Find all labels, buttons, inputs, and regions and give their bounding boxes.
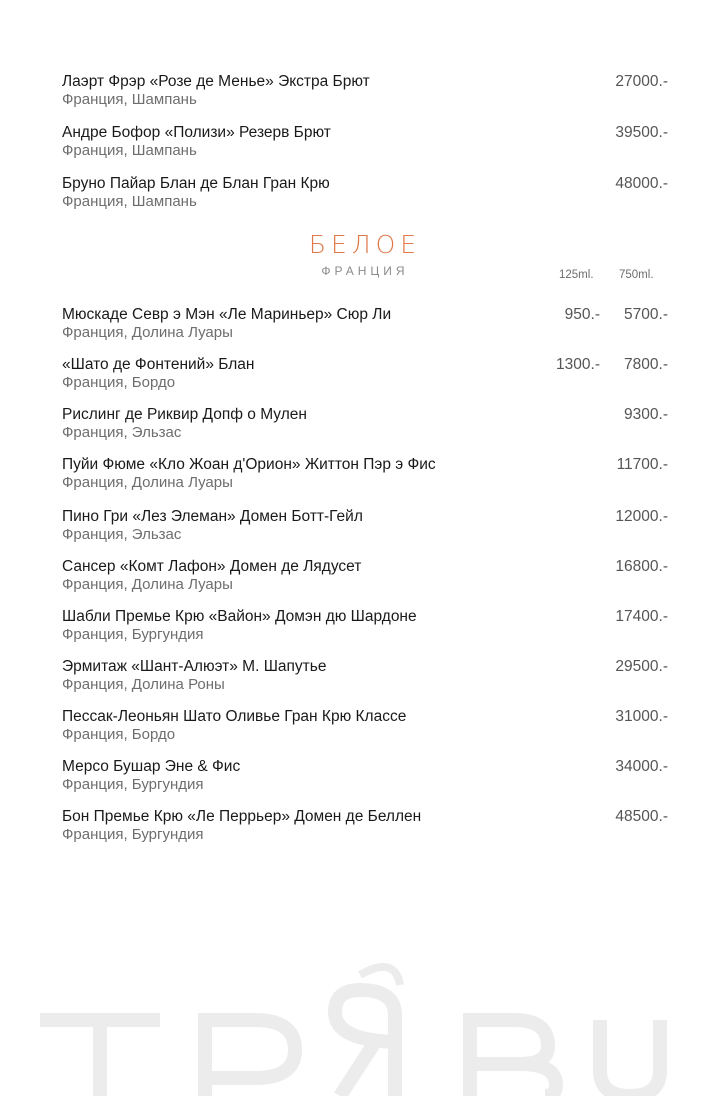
price-750ml: 29500.- xyxy=(615,658,668,675)
wine-region: Франция, Шампань xyxy=(62,193,197,210)
price-750ml: 48500.- xyxy=(615,808,668,825)
wine-region: Франция, Эльзас xyxy=(62,424,182,441)
price-750ml: 31000.- xyxy=(615,708,668,725)
wine-name: Мерсо Бушар Эне & Фис xyxy=(62,758,241,775)
price-125ml: 950.- xyxy=(564,306,600,323)
wine-region: Франция, Шампань xyxy=(62,91,197,108)
section-title: БЕЛОЕ xyxy=(308,230,422,259)
column-header-750ml: 750ml. xyxy=(619,269,654,281)
wine-region: Франция, Бургундия xyxy=(62,776,204,793)
wine-item xyxy=(62,808,668,844)
wine-region: Франция, Бургундия xyxy=(62,826,204,843)
price-750ml: 11700.- xyxy=(616,456,668,473)
wine-item xyxy=(62,508,668,544)
price-125ml: 1300.- xyxy=(556,356,600,373)
price-750ml: 39500.- xyxy=(615,124,668,141)
wine-item xyxy=(62,658,668,694)
price-750ml: 9300.- xyxy=(624,406,668,423)
wine-name: Сансер «Комт Лафон» Домен де Лядусет xyxy=(62,558,362,575)
wine-region: Франция, Долина Луары xyxy=(62,324,233,341)
wine-region: Франция, Бургундия xyxy=(62,626,204,643)
wine-name: Бруно Пайар Блан де Блан Гран Крю xyxy=(62,175,330,192)
price-750ml: 48000.- xyxy=(615,175,668,192)
wine-item xyxy=(62,758,668,794)
wine-item xyxy=(62,306,668,342)
wine-name: Пессак-Леоньян Шато Оливье Гран Крю Классе xyxy=(62,708,407,725)
price-750ml: 12000.- xyxy=(615,508,668,525)
wine-name: «Шато де Фонтений» Блан xyxy=(62,356,255,373)
wine-item xyxy=(62,73,668,109)
wine-item xyxy=(62,708,668,744)
price-750ml: 16800.- xyxy=(615,558,668,575)
price-750ml: 34000.- xyxy=(615,758,668,775)
wine-region: Франция, Долина Луары xyxy=(62,576,233,593)
price-750ml: 7800.- xyxy=(624,356,668,373)
wine-name: Лаэрт Фрэр «Розе де Менье» Экстра Брют xyxy=(62,73,370,90)
section-country: ФРАНЦИЯ xyxy=(321,264,409,278)
price-750ml: 27000.- xyxy=(615,73,668,90)
wine-name: Бон Премье Крю «Ле Перрьер» Домен де Беллен xyxy=(62,808,422,825)
wine-item xyxy=(62,608,668,644)
wine-region: Франция, Эльзас xyxy=(62,526,182,543)
price-750ml: 5700.- xyxy=(624,306,668,323)
wine-name: Эрмитаж «Шант-Алюэт» М. Шапутье xyxy=(62,658,327,675)
price-750ml: 17400.- xyxy=(615,608,668,625)
wine-name: Пино Гри «Лез Элеман» Домен Ботт-Гейл xyxy=(62,508,363,525)
wine-name: Шабли Премье Крю «Вайон» Домэн дю Шардоне xyxy=(62,608,417,625)
wine-name: Мюскаде Севр э Мэн «Ле Мариньер» Сюр Ли xyxy=(62,306,392,323)
wine-item xyxy=(62,124,668,160)
wine-region: Франция, Долина Роны xyxy=(62,676,225,693)
wine-region: Франция, Долина Луары xyxy=(62,474,233,491)
wine-item xyxy=(62,175,668,211)
wine-name: Рислинг де Риквир Допф о Мулен xyxy=(62,406,307,423)
wine-item xyxy=(62,356,668,392)
wine-region: Франция, Шампань xyxy=(62,142,197,159)
wine-name: Пуйи Фюме «Кло Жоан д'Орион» Життон Пэр э Фис xyxy=(62,456,436,473)
wine-name: Андре Бофор «Полизи» Резерв Брют xyxy=(62,124,331,141)
wine-item xyxy=(62,558,668,594)
wine-region: Франция, Бордо xyxy=(62,726,176,743)
wine-item xyxy=(62,406,668,442)
wine-region: Франция, Бордо xyxy=(62,374,176,391)
wine-item xyxy=(62,456,668,492)
column-header-125ml: 125ml. xyxy=(559,269,594,281)
